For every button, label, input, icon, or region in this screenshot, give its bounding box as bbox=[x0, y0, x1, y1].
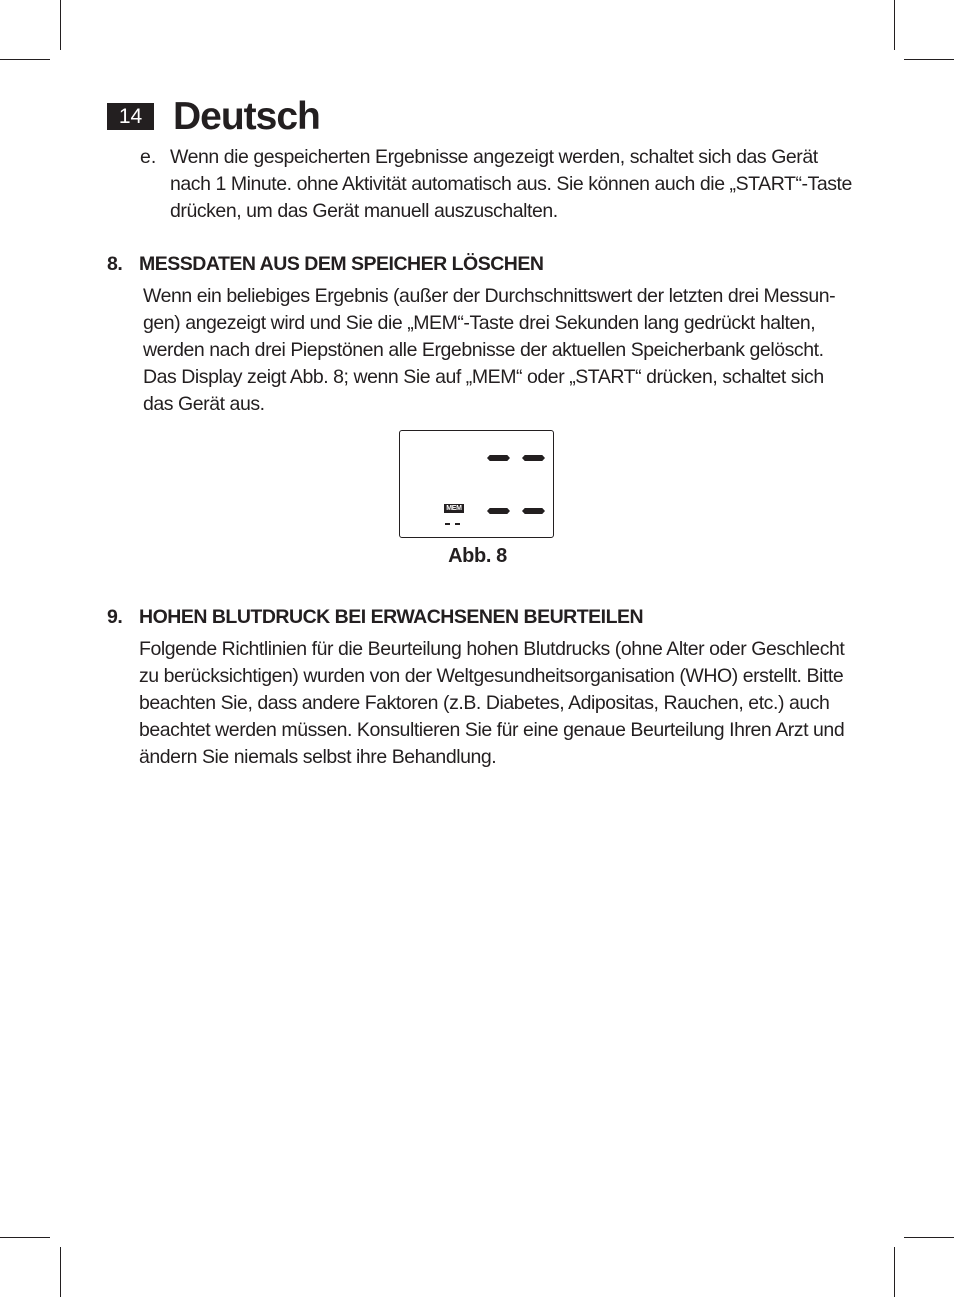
crop-mark bbox=[904, 1237, 954, 1238]
section-8-line-4: Das Display zeigt Abb. 8; wenn Sie auf „MEM“ oder „START“ drücken, schaltet sich bbox=[143, 366, 824, 388]
section-9-number: 9. bbox=[107, 606, 123, 628]
page-number-badge: 14 bbox=[107, 103, 154, 130]
list-marker-e: e. bbox=[140, 146, 157, 168]
crop-mark bbox=[894, 1247, 895, 1297]
figure-caption: Abb. 8 bbox=[448, 545, 507, 567]
section-9-body bbox=[139, 636, 844, 771]
section-9-line-3: beachten Sie, dass andere Faktoren (z.B. Diabetes, Adipositas, Rauchen, etc.) auch bbox=[139, 692, 830, 714]
section-8-line-2: gen) angezeigt wird und Sie die „MEM“-Taste drei Sekunden lang gedrückt halten, bbox=[143, 312, 816, 334]
crop-mark bbox=[0, 1237, 50, 1238]
display-dash-bottom-left bbox=[487, 508, 510, 514]
crop-mark bbox=[60, 1247, 61, 1297]
crop-mark bbox=[904, 59, 954, 60]
item-e-line-3: drücken, um das Gerät manuell auszuschalten. bbox=[170, 200, 558, 222]
section-9-line-5: ändern Sie niemals selbst ihre Behandlung. bbox=[139, 746, 497, 768]
crop-mark bbox=[0, 59, 50, 60]
section-9-line-4: beachtet werden müssen. Konsultieren Sie für eine genaue Beurteilung Ihren Arzt und bbox=[139, 719, 845, 741]
section-9-heading bbox=[107, 604, 643, 631]
item-e-line-1: Wenn die gespeicherten Ergebnisse angezeigt werden, schaltet sich das Gerät bbox=[170, 146, 818, 168]
section-8-line-3: werden nach drei Piepstönen alle Ergebnisse der aktuellen Speicherbank gelöscht. bbox=[143, 339, 824, 361]
section-9-title: HOHEN BLUTDRUCK BEI ERWACHSENEN BEURTEILEN bbox=[139, 606, 644, 628]
section-8-title: MESSDATEN AUS DEM SPEICHER LÖSCHEN bbox=[139, 253, 544, 275]
crop-mark bbox=[60, 0, 61, 50]
display-dash-bottom-right bbox=[522, 508, 545, 514]
memory-dash-1 bbox=[445, 523, 450, 525]
section-8-number: 8. bbox=[107, 253, 123, 275]
display-dash-top-left bbox=[487, 455, 510, 461]
display-dash-top-right bbox=[522, 455, 545, 461]
item-e-text bbox=[170, 144, 852, 225]
section-8-heading bbox=[107, 251, 543, 278]
lcd-display-figure bbox=[399, 430, 554, 538]
mem-indicator: MEM bbox=[444, 504, 464, 513]
crop-mark bbox=[894, 0, 895, 50]
memory-dash-2 bbox=[455, 523, 460, 525]
section-8-body bbox=[143, 283, 835, 418]
page-title: Deutsch bbox=[173, 95, 320, 138]
section-9-line-1: Folgende Richtlinien für die Beurteilung hohen Blutdrucks (ohne Alter oder Geschlecht bbox=[139, 638, 845, 660]
section-8-line-5: das Gerät aus. bbox=[143, 393, 265, 415]
item-e-line-2: nach 1 Minute. ohne Aktivität automatisch aus. Sie können auch die „START“-Taste bbox=[170, 173, 852, 195]
section-9-line-2: zu berücksichtigen) wurden von der Weltgesundheitsorganisation (WHO) erstellt. Bitte bbox=[139, 665, 844, 687]
section-8-line-1: Wenn ein beliebiges Ergebnis (außer der Durchschnittswert der letzten drei Messun- bbox=[143, 285, 836, 307]
